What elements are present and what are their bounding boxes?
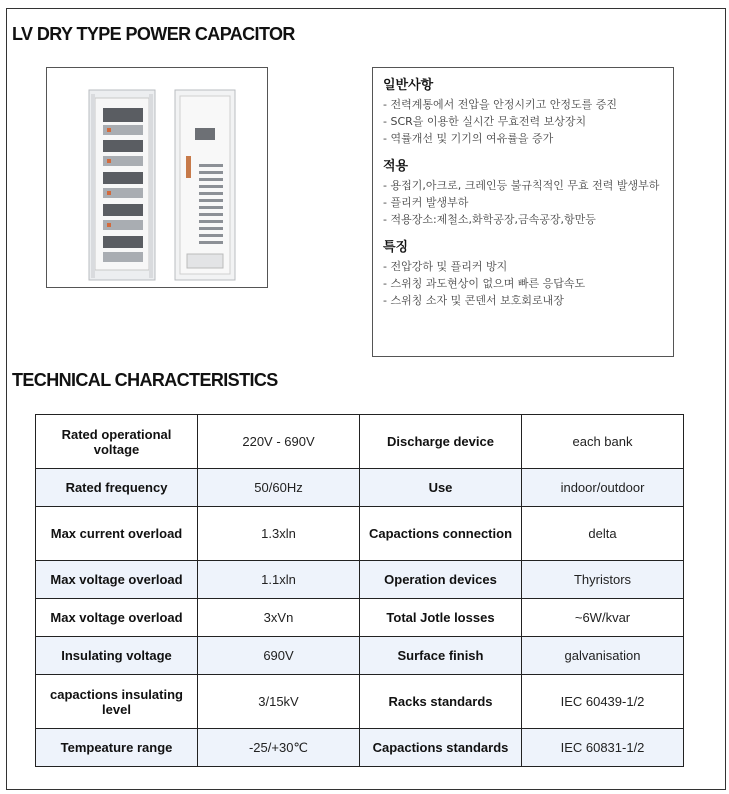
general-item: - 역률개선 및 기기의 여유률을 증가 xyxy=(383,132,554,145)
spec-value: 1.3xln xyxy=(198,507,360,561)
spec-label: Capactions standards xyxy=(360,729,522,767)
spec-label: Insulating voltage xyxy=(36,637,198,675)
table-row xyxy=(36,469,684,507)
spec-value: indoor/outdoor xyxy=(522,469,684,507)
general-item: - 전력계통에서 전압을 안정시키고 안정도를 증진 xyxy=(383,98,617,111)
table-row xyxy=(36,599,684,637)
technical-title: TECHNICAL CHARACTERISTICS xyxy=(12,370,278,390)
table-row xyxy=(36,675,684,729)
spec-value: 220V - 690V xyxy=(198,415,360,469)
spec-label: Max current overload xyxy=(36,507,198,561)
spec-label: Surface finish xyxy=(360,637,522,675)
spec-label: Max voltage overload xyxy=(36,599,198,637)
spec-label: Operation devices xyxy=(360,561,522,599)
application-heading: 적용 xyxy=(383,159,409,174)
spec-value: 3xVn xyxy=(198,599,360,637)
table-row xyxy=(36,507,684,561)
spec-value: ~6W/kvar xyxy=(522,599,684,637)
spec-value: IEC 60439-1/2 xyxy=(522,675,684,729)
spec-label: Total Jotle losses xyxy=(360,599,522,637)
info-box xyxy=(372,67,674,357)
spec-label: Rated frequency xyxy=(36,469,198,507)
spec-label: Capactions connection xyxy=(360,507,522,561)
spec-label: Discharge device xyxy=(360,415,522,469)
spec-label: Max voltage overload xyxy=(36,561,198,599)
product-photo xyxy=(46,67,268,288)
spec-value: each bank xyxy=(522,415,684,469)
spec-label: Rated operational voltage xyxy=(36,415,198,469)
spec-label: Tempeature range xyxy=(36,729,198,767)
spec-value: 690V xyxy=(198,637,360,675)
spec-value: galvanisation xyxy=(522,637,684,675)
spec-value: Thyristors xyxy=(522,561,684,599)
spec-value: 50/60Hz xyxy=(198,469,360,507)
features-item: - 전압강하 및 플리커 방지 xyxy=(383,260,508,273)
capacitor-cabinet-illustration xyxy=(47,68,267,287)
features-heading: 특징 xyxy=(383,240,409,255)
spec-value: 3/15kV xyxy=(198,675,360,729)
spec-label: Racks standards xyxy=(360,675,522,729)
table-row xyxy=(36,637,684,675)
spec-label: capactions insulating level xyxy=(36,675,198,729)
product-title: LV DRY TYPE POWER CAPACITOR xyxy=(12,24,295,44)
table-row xyxy=(36,729,684,767)
spec-label: Use xyxy=(360,469,522,507)
general-heading: 일반사항 xyxy=(383,78,434,93)
application-item: - 플리커 발생부하 xyxy=(383,196,469,209)
spec-table xyxy=(35,414,684,767)
spec-value: delta xyxy=(522,507,684,561)
table-row xyxy=(36,561,684,599)
application-item: - 적용장소:제철소,화학공장,금속공장,항만등 xyxy=(383,213,596,226)
features-item: - 스위칭 소자 및 콘덴서 보호회로내장 xyxy=(383,294,564,307)
spec-value: IEC 60831-1/2 xyxy=(522,729,684,767)
features-item: - 스위칭 과도현상이 없으며 빠른 응답속도 xyxy=(383,277,586,290)
table-row xyxy=(36,415,684,469)
general-item: - SCR을 이용한 실시간 무효전력 보상장치 xyxy=(383,115,587,128)
spec-value: -25/+30℃ xyxy=(198,729,360,767)
spec-value: 1.1xln xyxy=(198,561,360,599)
application-item: - 용접기,아크로, 크레인등 불규칙적인 무효 전력 발생부하 xyxy=(383,179,660,192)
